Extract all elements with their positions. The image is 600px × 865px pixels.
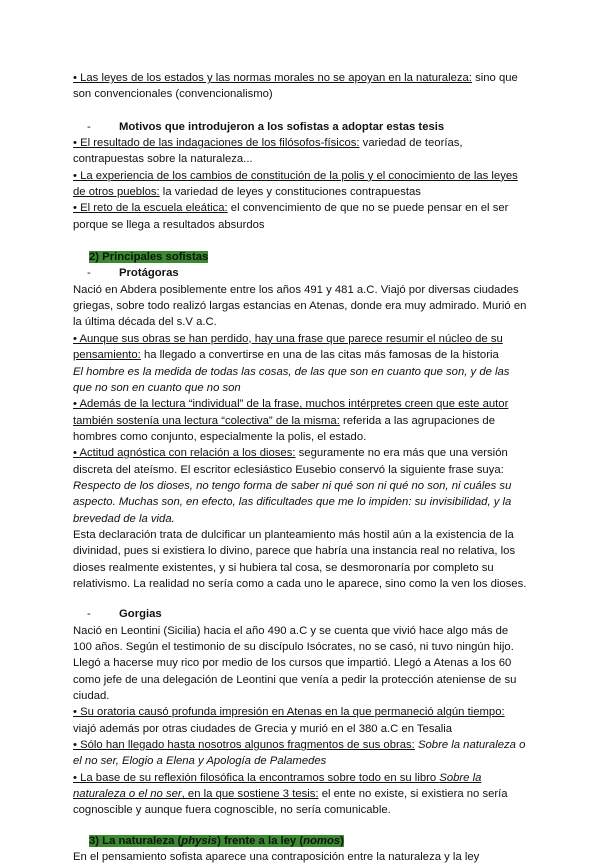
section-3-heading [73, 833, 528, 849]
section-3-title [89, 835, 344, 847]
motivos-dash: - [87, 120, 91, 133]
gorgias-name: Gorgias [119, 608, 162, 621]
protagoras-commentary: Esta declaración trata de dulcificar un planteamiento más hostil aún a la existencia de la divinidad, pues si existiera lo divino, parece que habría una instancia real no relativa, los dioses realmente existentes, y si hubiera tal cosa, se desmoronaría por completo su relativismo. La realidad no sería como a cada uno le aparece, sino como la ven los dioses. [73, 528, 527, 590]
gorgias-heading [73, 606, 528, 622]
section-2-heading [73, 249, 528, 265]
motivos-bullet-1 [73, 135, 528, 168]
protagoras-bullet-2-lead: • Además de la lectura “individual” de la frase, muchos intérpretes creen que este autor también sostenía una lectura “colectiva” de la misma: [73, 398, 509, 427]
protagoras-bullet-3 [73, 445, 528, 478]
protagoras-bio: Nació en Abdera posiblemente entre los años 491 y 481 a.C. Viajó por diversas ciudades griegas, sobre todo realizó largas estancias en Atenas, donde era muy admirado. Murió en la última década del s.V a.C. [73, 283, 527, 329]
gorgias-dash: - [87, 608, 91, 621]
section-3-title-nomos: nomos [303, 834, 341, 847]
protagoras-bullet-3-text: seguramente no era más que una versión discreta del ateísmo. El escritor eclesiástico Eusebio conservó la siguiente frase suya: [73, 447, 508, 476]
intro-bullet [73, 70, 528, 103]
motivos-heading-text: Motivos que introdujeron a los sofistas a adoptar estas tesis [119, 120, 445, 133]
protagoras-quote-2: Respecto de los dioses, no tengo forma de saber ni qué son ni qué no son, ni cuáles su aspecto. Muchas son, en efecto, las dificultades que me lo impiden: su invisibilidad, y la brevedad de la vida. [73, 479, 512, 525]
protagoras-quote-1: El hombre es la medida de todas las cosas, de las que son en cuanto que son, y de las que no son en cuanto que no son [73, 365, 510, 394]
protagoras-bullet-1-text: ha llegado a convertirse en una de las citas más famosas de la historia [140, 349, 499, 362]
gorgias-bullet-2 [73, 737, 528, 770]
protagoras-bullet-1 [73, 331, 528, 364]
motivos-bullet-3-text: el convencimiento de que no se puede pensar en el ser porque se llega a resultados absurdos [73, 202, 509, 231]
motivos-bullet-1-lead: • El resultado de las indagaciones de los filósofos-físicos: [73, 137, 360, 150]
gorgias-bullet-1-lead: • Su oratoria causó profunda impresión en Atenas en la que permaneció algún tiempo: [73, 706, 505, 719]
gorgias-bullet-3-lead-end: , en la que sostiene 3 tesis: [181, 788, 319, 801]
gorgias-bullet-3-text: el ente no existe, si existiera no sería cognoscible y aunque fuera cognoscible, no sería comunicable. [73, 788, 508, 817]
protagoras-name: Protágoras [119, 267, 179, 280]
intro-bullet-lead: • Las leyes de los estados y las normas morales no se apoyan en la naturaleza: [73, 72, 472, 84]
protagoras-bullet-2-text: referida a las agrupaciones de hombres como conjunto, especialmente la polis, el estado. [73, 414, 495, 443]
motivos-bullet-2-lead: • La experiencia de los cambios de constitución de la polis y el conocimiento de las leyes de otros pueblos: [73, 169, 518, 199]
gorgias-bullet-2-works: Sobre la naturaleza o el no ser, Elogio a Elena [73, 739, 526, 768]
protagoras-bullet-1-lead: • Aunque sus obras se han perdido, hay una frase que parece resumir el núcleo de su pensamiento: [73, 332, 503, 362]
section-3-title-part-3: ) [340, 834, 344, 847]
gorgias-bullet-1-text: viajó además por otras ciudades de Grecia y murió en el 380 a.C en Tesalia [73, 722, 453, 735]
section-2-title: 2) Principales sofistas [89, 251, 209, 264]
section-3-title-part-1: 3) La naturaleza ( [89, 834, 182, 847]
gorgias-bullet-2-lead: • Sólo han llegado hasta nosotros algunos fragmentos de sus obras: [73, 739, 415, 752]
motivos-bullet-3-lead: • El reto de la escuela eleática: [73, 202, 228, 215]
gorgias-bio: Nació en Leontini (Sicilia) hacia el año 490 a.C y se cuenta que vivió hace algo más de 100 años. Según el testimonio de su discípulo Isócrates, no se casó, ni tuvo ningún hijo. Llegó a hacerse muy rico por medio de los cursos que impartió. Llegó a Atenas a los 60 como jefe de una delegación de Leontini que venía a pedir la protección ateniense de su ciudad. [73, 624, 517, 703]
protagoras-bullet-3-lead: • Actitud agnóstica con relación a los dioses: [73, 447, 296, 460]
protagoras-dash: - [87, 267, 91, 280]
protagoras-bullet-2 [73, 396, 528, 445]
section-3-title-part-2: ) frente a la ley ( [217, 834, 304, 847]
motivos-bullet-3 [73, 200, 528, 233]
motivos-bullet-1-text: variedad de teorías, contrapuestas sobre la naturaleza... [73, 137, 463, 166]
intro-bullet-text: sino que son convencionales (convencionalismo) [73, 72, 518, 101]
gorgias-bullet-3 [73, 770, 528, 819]
motivos-bullet-2-text: la variedad de leyes y constituciones contrapuestas [159, 186, 421, 199]
motivos-heading [73, 119, 528, 135]
gorgias-bullet-2-apologia: Apología de Palamedes [206, 755, 327, 768]
section-3-intro: En el pensamiento sofista aparece una contraposición entre la naturaleza y la ley [73, 851, 480, 864]
protagoras-heading [73, 265, 528, 281]
gorgias-bullet-2-and: y [194, 755, 207, 768]
gorgias-bullet-1 [73, 704, 528, 737]
document-page [73, 70, 528, 865]
gorgias-bullet-3-lead: • La base de su reflexión filosófica la encontramos sobre todo en su libro [73, 771, 440, 784]
section-3-title-physis: physis [181, 834, 218, 847]
gorgias-bullet-3-book: Sobre la naturaleza o el no ser [73, 771, 482, 801]
motivos-bullet-2 [73, 168, 528, 201]
